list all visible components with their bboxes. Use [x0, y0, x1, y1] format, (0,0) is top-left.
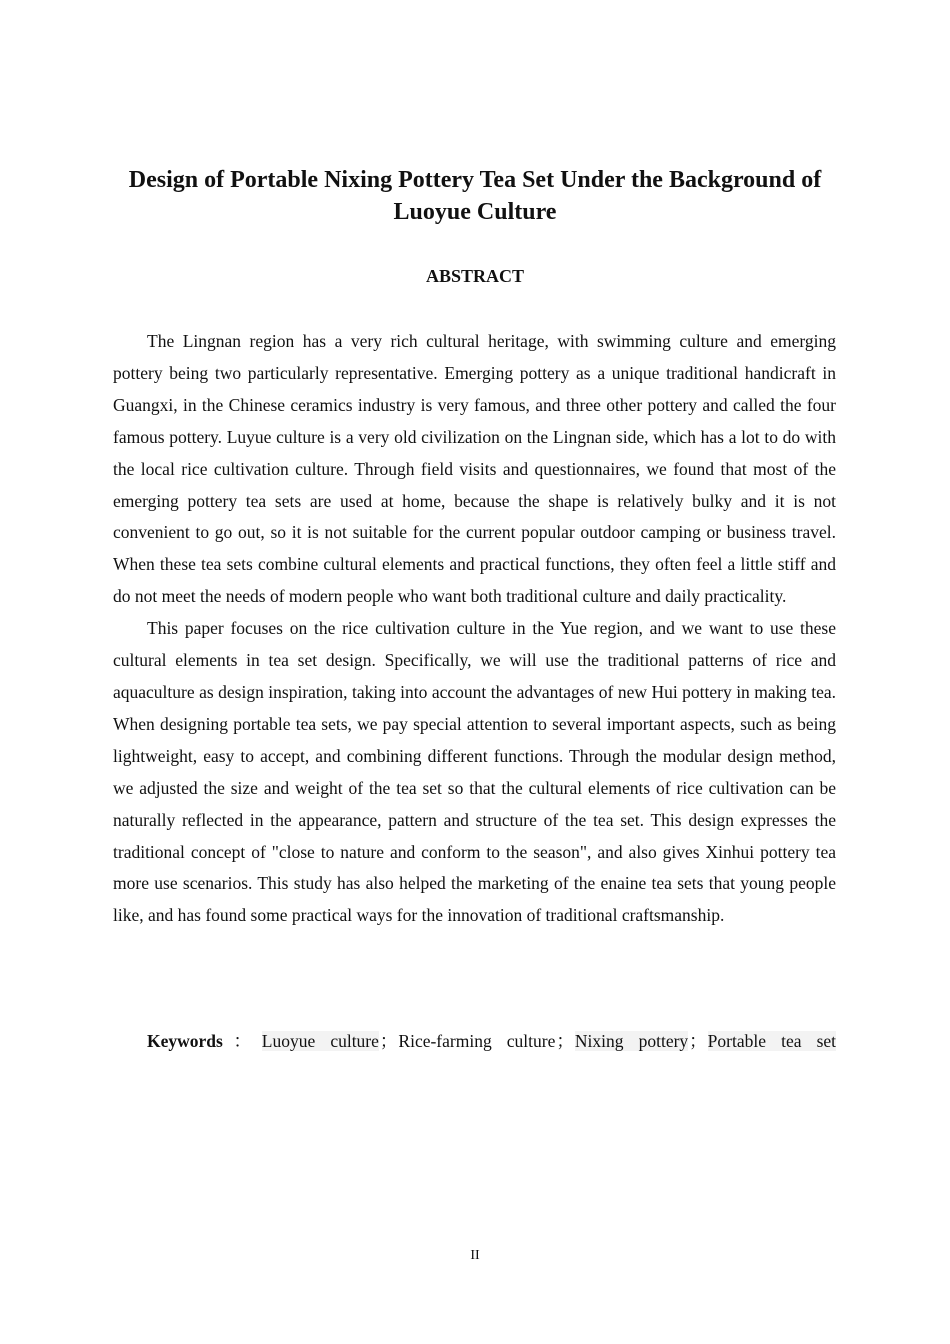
- abstract-body: [113, 326, 836, 932]
- keyword: Portable tea set: [707, 1031, 837, 1051]
- abstract-paragraph: The Lingnan region has a very rich cultural heritage, with swimming culture and emerging pottery being two particularly representative. Emerging pottery as a unique traditional handicraft in Guangxi, in the Chinese ceramics industry is very famous, and three other pottery and called the four famous pottery. Luyue culture is a very old civilization on the Lingnan side, which has a lot to do with the local rice cultivation culture. Through field visits and questionnaires, we found that most of the emerging pottery tea sets are used at home, because the shape is relatively bulky and it is not convenient to go out, so it is not suitable for the current popular outdoor camping or business travel. When these tea sets combine cultural elements and practical functions, they often feel a little stiff and do not meet the needs of modern people who want both traditional culture and daily practicality.: [113, 331, 836, 607]
- keyword: Nixing pottery: [574, 1031, 689, 1051]
- keyword-separator: ；: [689, 1031, 707, 1051]
- keywords-line: [113, 1026, 836, 1058]
- keyword: Rice-farming culture: [398, 1031, 556, 1051]
- keyword: Luoyue culture: [261, 1031, 379, 1051]
- keyword-separator: ；: [379, 1031, 398, 1051]
- keywords-label-separator: ：: [222, 1031, 262, 1051]
- keyword-separator: ；: [556, 1031, 574, 1051]
- paper-title: Design of Portable Nixing Pottery Tea Set Under the Background of Luoyue Culture: [128, 167, 822, 225]
- abstract-paragraph: This paper focuses on the rice cultivation culture in the Yue region, and we want to use these cultural elements in tea set design. Specifically, we will use the traditional patterns of rice and aquaculture as design inspiration, taking into account the advantages of new Hui pottery in making tea. When designing portable tea sets, we pay special attention to several important aspects, such as being lightweight, easy to accept, and combining different functions. Through the modular design method, we adjusted the size and weight of the tea set so that the cultural elements of rice cultivation can be naturally reflected in the appearance, pattern and structure of the tea set. This design expresses the traditional concept of "close to nature and conform to the season", and also gives Xinhui pottery tea more use scenarios. This study has also helped the marketing of the enaine tea sets that young people like, and has found some practical ways for the innovation of traditional craftsmanship.: [113, 618, 836, 926]
- page-number: II: [470, 1248, 480, 1263]
- abstract-heading: ABSTRACT: [425, 266, 525, 286]
- keywords-label: Keywords: [147, 1031, 223, 1051]
